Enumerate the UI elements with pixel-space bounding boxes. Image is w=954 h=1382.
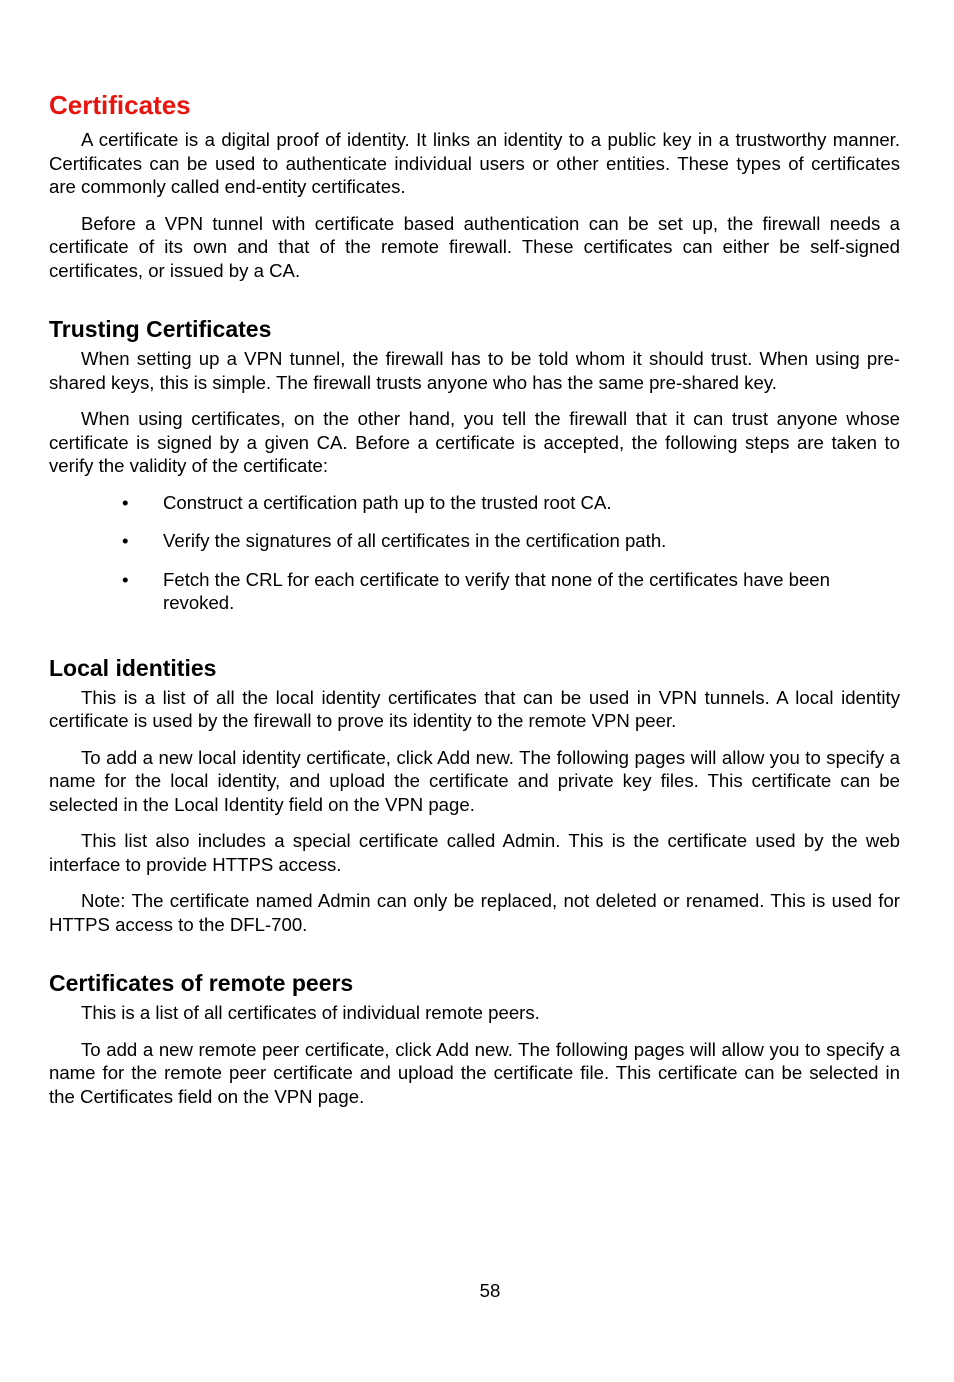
body-paragraph: This is a list of all certificates of individual remote peers. <box>81 1002 540 1023</box>
bullet-icon: • <box>122 568 129 590</box>
bullet-icon: • <box>122 530 129 551</box>
list-item <box>49 491 900 515</box>
intro-paragraph: A certificate is a digital proof of identity. It links an identity to a public key in a trustworthy manner. Certificates can be used to authenticate individual users or other entities. These types of certificates are commonly called end-entity certificates. <box>49 129 900 197</box>
body-paragraph: To add a new local identity certificate, click Add new. The following pages will allow you to specify a name for the local identity, and upload the certificate and private key files. This certificate can be selected in the Local Identity field on the VPN page. <box>49 746 900 815</box>
list-item-text: Verify the signatures of all certificates in the certification path. <box>163 530 667 551</box>
section-heading: Certificates of remote peers <box>49 970 354 996</box>
section-trusting-certificates <box>49 314 900 615</box>
page-title: Certificates <box>49 90 191 120</box>
body-paragraph: When setting up a VPN tunnel, the firewall has to be told whom it should trust. When using pre-shared keys, this is simple. The firewall trusts anyone who has the same pre-shared key. <box>49 348 900 393</box>
page-number: 58 <box>479 1280 501 1301</box>
body-paragraph: This list also includes a special certificate called Admin. This is the certificate used by the web interface to provide HTTPS access. <box>49 830 900 875</box>
document-page <box>49 88 900 1121</box>
verification-steps-list <box>49 491 900 615</box>
body-paragraph: To add a new remote peer certificate, click Add new. The following pages will allow you to specify a name for the remote peer certificate and upload the certificate file. This certificate can be selected in the Certificates field on the VPN page. <box>49 1038 900 1107</box>
intro-paragraph: Before a VPN tunnel with certificate based authentication can be set up, the firewall needs a certificate of its own and that of the remote firewall. These certificates can either be self-signed certificates, or issued by a CA. <box>49 212 900 281</box>
list-item-text: Construct a certification path up to the trusted root CA. <box>163 491 612 513</box>
body-paragraph: This is a list of all the local identity certificates that can be used in VPN tunnels. A local identity certificate is used by the firewall to prove its identity to the remote VPN peer. <box>49 686 900 731</box>
body-paragraph: When using certificates, on the other hand, you tell the firewall that it can trust anyone whose certificate is signed by a given CA. Before a certificate is accepted, the following steps are taken to verify the validity of the certificate: <box>49 408 900 476</box>
body-paragraph: Note: The certificate named Admin can only be replaced, not deleted or renamed. This is used for HTTPS access to the DFL-700. <box>49 890 900 935</box>
list-item-text: Fetch the CRL for each certificate to verify that none of the certificates have been revoked. <box>163 568 830 613</box>
list-item <box>49 568 900 615</box>
section-heading: Local identities <box>49 654 217 681</box>
list-item <box>49 529 900 553</box>
section-heading: Trusting Certificates <box>49 316 272 342</box>
bullet-icon: • <box>122 491 129 513</box>
section-remote-peers <box>49 968 900 1108</box>
section-local-identities <box>49 653 900 937</box>
